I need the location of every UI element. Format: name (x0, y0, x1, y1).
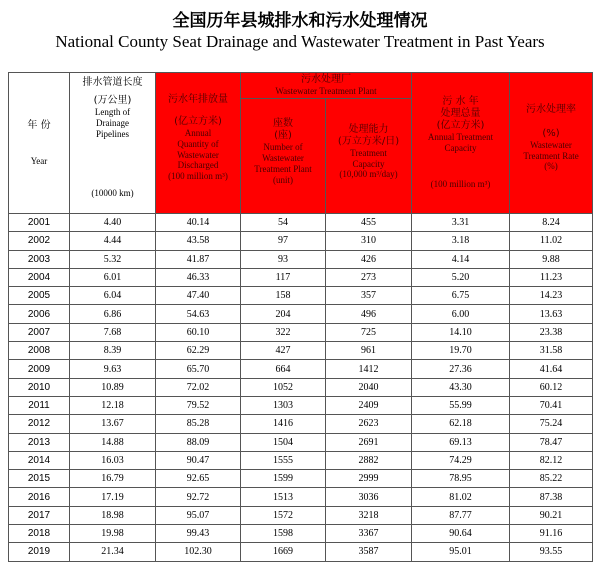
header-discharge (156, 73, 241, 214)
cell-year: 2006 (9, 305, 70, 323)
header-discharge-en2: Quantity of (177, 138, 219, 149)
cell-plant-capacity: 2999 (326, 470, 412, 488)
cell-year: 2017 (9, 506, 70, 524)
cell-treatment-rate: 87.38 (510, 488, 593, 506)
cell-plant-capacity: 2623 (326, 415, 412, 433)
cell-plant-capacity: 3218 (326, 506, 412, 524)
cell-discharge: 65.70 (156, 360, 241, 378)
header-plant-capacity-en2: Capacity (352, 158, 385, 169)
cell-annual-treatment: 14.10 (412, 323, 510, 341)
cell-discharge: 60.10 (156, 323, 241, 341)
drainage-table (8, 72, 593, 562)
cell-year: 2018 (9, 525, 70, 543)
cell-plant-count: 93 (241, 250, 326, 268)
table-row (9, 525, 593, 543)
cell-treatment-rate: 14.23 (510, 287, 593, 305)
cell-treatment-rate: 11.23 (510, 268, 593, 286)
header-plant-count (241, 99, 326, 214)
cell-drainage-length: 6.04 (70, 287, 156, 305)
cell-year: 2008 (9, 342, 70, 360)
cell-year: 2002 (9, 232, 70, 250)
header-plant-count-en1: Number of (263, 142, 303, 153)
header-plant-capacity-en1: Treatment (350, 147, 387, 158)
cell-plant-count: 1598 (241, 525, 326, 543)
header-rate-unit-zh: (%) (542, 127, 560, 139)
cell-year: 2011 (9, 396, 70, 414)
cell-treatment-rate: 85.22 (510, 470, 593, 488)
cell-plant-capacity: 426 (326, 250, 412, 268)
cell-year: 2001 (9, 214, 70, 232)
cell-drainage-length: 10.89 (70, 378, 156, 396)
header-plant-count-zh: 座数 (273, 118, 293, 130)
cell-year: 2019 (9, 543, 70, 561)
cell-discharge: 41.87 (156, 250, 241, 268)
cell-plant-capacity: 2691 (326, 433, 412, 451)
cell-drainage-length: 16.03 (70, 451, 156, 469)
table-row (9, 506, 593, 524)
header-annual-capacity-en2: Capacity (444, 142, 477, 153)
cell-discharge: 95.07 (156, 506, 241, 524)
cell-drainage-length: 7.68 (70, 323, 156, 341)
header-rate-en1: Wastewater (530, 139, 572, 150)
cell-discharge: 85.28 (156, 415, 241, 433)
header-plant-count-unit-zh: (座) (274, 130, 292, 142)
cell-annual-treatment: 81.02 (412, 488, 510, 506)
cell-year: 2003 (9, 250, 70, 268)
cell-treatment-rate: 78.47 (510, 433, 593, 451)
cell-discharge: 62.29 (156, 342, 241, 360)
cell-year: 2013 (9, 433, 70, 451)
header-plant-capacity-unit-zh: (万立方米/日) (337, 135, 400, 147)
cell-annual-treatment: 43.30 (412, 378, 510, 396)
cell-discharge: 79.52 (156, 396, 241, 414)
table-row (9, 305, 593, 323)
cell-year: 2012 (9, 415, 70, 433)
header-year-en: Year (30, 155, 48, 166)
table-row (9, 323, 593, 341)
cell-annual-treatment: 69.13 (412, 433, 510, 451)
cell-year: 2004 (9, 268, 70, 286)
cell-drainage-length: 4.44 (70, 232, 156, 250)
header-drainage-en1: Length of (94, 107, 131, 117)
table-row (9, 470, 593, 488)
cell-discharge: 43.58 (156, 232, 241, 250)
table-row (9, 360, 593, 378)
table-row (9, 214, 593, 232)
cell-plant-capacity: 2882 (326, 451, 412, 469)
header-plant-group (241, 73, 412, 99)
header-plant-capacity-zh: 处理能力 (348, 123, 389, 135)
table-row (9, 232, 593, 250)
cell-plant-capacity: 2409 (326, 396, 412, 414)
cell-year: 2015 (9, 470, 70, 488)
cell-year: 2007 (9, 323, 70, 341)
cell-treatment-rate: 75.24 (510, 415, 593, 433)
cell-plant-count: 1416 (241, 415, 326, 433)
header-discharge-en3: Wastewater (177, 149, 219, 160)
title-chinese: 全国历年县城排水和污水处理情况 (172, 11, 428, 31)
cell-drainage-length: 4.40 (70, 214, 156, 232)
table-row (9, 451, 593, 469)
cell-year: 2014 (9, 451, 70, 469)
title-english: National County Seat Drainage and Wastewater Treatment in Past Years (55, 32, 545, 51)
header-plant-group-zh: 污水处理厂 (301, 74, 351, 86)
header-discharge-zh: 污水年排放量 (168, 94, 228, 105)
cell-annual-treatment: 5.20 (412, 268, 510, 286)
cell-drainage-length: 5.32 (70, 250, 156, 268)
cell-discharge: 47.40 (156, 287, 241, 305)
cell-discharge: 90.47 (156, 451, 241, 469)
table-row (9, 415, 593, 433)
cell-annual-treatment: 74.29 (412, 451, 510, 469)
cell-plant-count: 1572 (241, 506, 326, 524)
header-plant-count-unit-en: (unit) (273, 174, 293, 185)
cell-drainage-length: 17.19 (70, 488, 156, 506)
header-annual-capacity-unit-zh: (亿立方米) (436, 119, 485, 131)
cell-drainage-length: 21.34 (70, 543, 156, 561)
cell-discharge: 88.09 (156, 433, 241, 451)
header-drainage-zh: 排水管道长度 (82, 77, 143, 88)
cell-plant-count: 97 (241, 232, 326, 250)
table-row (9, 396, 593, 414)
cell-annual-treatment: 55.99 (412, 396, 510, 414)
cell-annual-treatment: 90.64 (412, 525, 510, 543)
cell-drainage-length: 16.79 (70, 470, 156, 488)
header-discharge-unit-en: (100 million m³) (168, 171, 228, 182)
cell-discharge: 99.43 (156, 525, 241, 543)
cell-plant-capacity: 455 (326, 214, 412, 232)
cell-plant-capacity: 273 (326, 268, 412, 286)
header-annual-capacity-zh2: 处理总量 (440, 107, 481, 119)
cell-discharge: 72.02 (156, 378, 241, 396)
header-drainage-en3: Pipelines (96, 128, 129, 139)
cell-plant-count: 1669 (241, 543, 326, 561)
header-annual-capacity-unit-en: (100 million m³) (430, 179, 491, 190)
cell-treatment-rate: 9.88 (510, 250, 593, 268)
table-row (9, 268, 593, 286)
header-rate-unit-en: (%) (544, 161, 558, 172)
cell-drainage-length: 12.18 (70, 396, 156, 414)
cell-drainage-length: 6.86 (70, 305, 156, 323)
cell-year: 2005 (9, 287, 70, 305)
header-year (9, 73, 70, 214)
cell-plant-count: 322 (241, 323, 326, 341)
cell-treatment-rate: 93.55 (510, 543, 593, 561)
cell-plant-count: 1513 (241, 488, 326, 506)
cell-annual-treatment: 27.36 (412, 360, 510, 378)
cell-treatment-rate: 60.12 (510, 378, 593, 396)
header-plant-count-en3: Treatment Plant (254, 164, 312, 175)
header-drainage-unit-en: (10000 km) (91, 188, 134, 199)
cell-year: 2009 (9, 360, 70, 378)
cell-plant-capacity: 496 (326, 305, 412, 323)
table-row (9, 543, 593, 561)
cell-discharge: 92.65 (156, 470, 241, 488)
cell-plant-count: 1303 (241, 396, 326, 414)
header-year-zh: 年 份 (27, 119, 51, 131)
header-drainage-en2: Drainage (96, 117, 129, 128)
header-rate-en2: Treatment Rate (523, 150, 579, 161)
header-drainage-unit-zh: (万公里) (93, 95, 132, 106)
cell-annual-treatment: 78.95 (412, 470, 510, 488)
cell-annual-treatment: 6.75 (412, 287, 510, 305)
cell-treatment-rate: 8.24 (510, 214, 593, 232)
cell-drainage-length: 13.67 (70, 415, 156, 433)
header-annual-capacity-en1: Annual Treatment (427, 131, 494, 142)
table-row (9, 287, 593, 305)
header-rate (510, 73, 593, 214)
cell-drainage-length: 8.39 (70, 342, 156, 360)
cell-annual-treatment: 6.00 (412, 305, 510, 323)
cell-discharge: 54.63 (156, 305, 241, 323)
cell-plant-count: 54 (241, 214, 326, 232)
cell-plant-count: 664 (241, 360, 326, 378)
table-row (9, 342, 593, 360)
cell-treatment-rate: 23.38 (510, 323, 593, 341)
table-row (9, 378, 593, 396)
cell-treatment-rate: 41.64 (510, 360, 593, 378)
cell-discharge: 102.30 (156, 543, 241, 561)
cell-plant-count: 158 (241, 287, 326, 305)
cell-treatment-rate: 11.02 (510, 232, 593, 250)
header-plant-capacity-unit-en: (10,000 m³/day) (339, 169, 398, 180)
cell-plant-capacity: 961 (326, 342, 412, 360)
cell-drainage-length: 19.98 (70, 525, 156, 543)
cell-drainage-length: 14.88 (70, 433, 156, 451)
header-discharge-unit-zh: (亿立方米) (174, 116, 222, 127)
table-row (9, 250, 593, 268)
cell-plant-capacity: 3587 (326, 543, 412, 561)
header-plant-group-en: Wastewater Treatment Plant (275, 86, 377, 97)
cell-plant-capacity: 357 (326, 287, 412, 305)
cell-annual-treatment: 87.77 (412, 506, 510, 524)
cell-plant-count: 427 (241, 342, 326, 360)
cell-treatment-rate: 82.12 (510, 451, 593, 469)
header-discharge-en4: Discharged (177, 160, 219, 171)
cell-plant-count: 1555 (241, 451, 326, 469)
header-drainage (70, 73, 156, 214)
cell-plant-count: 117 (241, 268, 326, 286)
header-annual-capacity (412, 73, 510, 214)
header-rate-zh: 污水处理率 (526, 103, 577, 115)
cell-annual-treatment: 4.14 (412, 250, 510, 268)
cell-treatment-rate: 70.41 (510, 396, 593, 414)
table-row (9, 488, 593, 506)
cell-plant-count: 1052 (241, 378, 326, 396)
cell-discharge: 46.33 (156, 268, 241, 286)
cell-annual-treatment: 19.70 (412, 342, 510, 360)
header-plant-count-en2: Wastewater (262, 153, 304, 164)
cell-treatment-rate: 91.16 (510, 525, 593, 543)
cell-plant-capacity: 310 (326, 232, 412, 250)
cell-annual-treatment: 3.18 (412, 232, 510, 250)
cell-annual-treatment: 3.31 (412, 214, 510, 232)
header-plant-capacity (326, 99, 412, 214)
cell-treatment-rate: 90.21 (510, 506, 593, 524)
cell-year: 2016 (9, 488, 70, 506)
cell-plant-capacity: 1412 (326, 360, 412, 378)
cell-treatment-rate: 31.58 (510, 342, 593, 360)
cell-drainage-length: 9.63 (70, 360, 156, 378)
cell-plant-capacity: 725 (326, 323, 412, 341)
cell-plant-capacity: 2040 (326, 378, 412, 396)
cell-discharge: 40.14 (156, 214, 241, 232)
header-discharge-en1: Annual (184, 128, 212, 138)
cell-year: 2010 (9, 378, 70, 396)
cell-plant-capacity: 3367 (326, 525, 412, 543)
cell-drainage-length: 18.98 (70, 506, 156, 524)
cell-annual-treatment: 62.18 (412, 415, 510, 433)
cell-plant-capacity: 3036 (326, 488, 412, 506)
cell-treatment-rate: 13.63 (510, 305, 593, 323)
cell-plant-count: 1504 (241, 433, 326, 451)
cell-plant-count: 204 (241, 305, 326, 323)
cell-drainage-length: 6.01 (70, 268, 156, 286)
header-annual-capacity-zh1: 污 水 年 (442, 95, 479, 107)
table-body (9, 214, 593, 562)
cell-annual-treatment: 95.01 (412, 543, 510, 561)
cell-discharge: 92.72 (156, 488, 241, 506)
table-row (9, 433, 593, 451)
cell-plant-count: 1599 (241, 470, 326, 488)
